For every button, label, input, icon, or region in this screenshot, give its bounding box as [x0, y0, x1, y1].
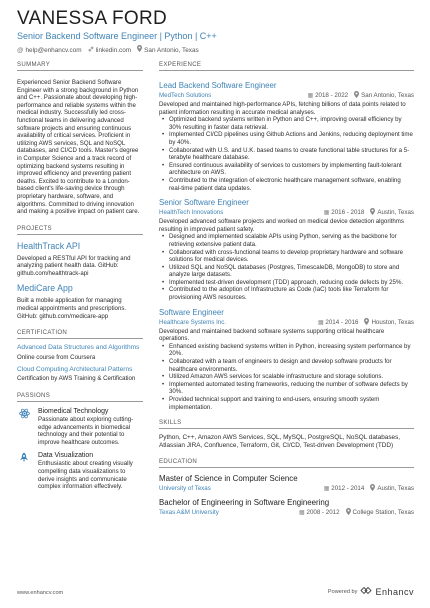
certification-title: Advanced Data Structures and Algorithms	[17, 344, 140, 352]
enhancv-logo-icon	[360, 586, 372, 597]
job-company: Healthcare Systems Inc.	[159, 318, 227, 326]
passions-heading: PASSIONS	[17, 391, 143, 402]
job-bullets	[159, 116, 414, 192]
email-contact[interactable]	[17, 46, 82, 55]
passion-title: Biomedical Technology	[38, 408, 109, 416]
project-item	[17, 283, 143, 320]
project-title: HealthTrack API	[17, 240, 81, 251]
certification-section	[17, 328, 143, 383]
map-pin-icon	[370, 208, 375, 218]
job-location-text: San Antonio, Texas	[361, 92, 414, 99]
experience-section	[159, 60, 414, 411]
passion-description: Enthusiastic about creating visually compelling data visualizations to derive insights and communicate complex information effectively.	[38, 460, 133, 491]
at-icon: @	[17, 46, 24, 54]
project-title: MediCare App	[17, 283, 73, 294]
map-pin-icon	[137, 45, 142, 55]
skills-text: Python, C++, Amazon AWS Services, SQL, MySQL, PostgreSQL, NoSQL databases, Atlassian JIRA, Confluence, Terraform, Git, CI/CD, Test-driven Development (TDD)	[159, 434, 401, 450]
job-dates-text: 2016 - 2018	[331, 209, 365, 217]
education-location-text: College Station, Texas	[352, 509, 414, 517]
job-meta-right	[308, 91, 414, 101]
job-bullet: • Ensured continuous availability of services to customers by implementing fault-tolerant architecture on AWS.	[159, 162, 414, 177]
job-bullets	[159, 233, 414, 301]
projects-heading: PROJECTS	[17, 224, 143, 235]
location-text: San Antonio, Texas	[144, 46, 199, 54]
education-location-text: Austin, Texas	[377, 485, 414, 493]
job-title: Senior Software Engineer	[159, 198, 249, 208]
project-item	[17, 241, 143, 278]
job-bullet: • Provided technical support and training to end-users, ensuring smooth system implementation.	[159, 396, 414, 411]
contact-info	[17, 45, 417, 55]
job-bullets	[159, 343, 414, 411]
education-meta-right	[299, 508, 414, 518]
calendar-icon: ▦	[323, 486, 330, 493]
job-entry	[159, 308, 414, 412]
job-bullet: • Utilized Amazon AWS services for scalable infrastructure and storage solutions.	[159, 373, 414, 381]
education-entry	[159, 474, 414, 494]
job-bullet: • Implemented automated testing frameworks, reducing the number of software defects by 30%.	[159, 381, 414, 396]
skills-heading: SKILLS	[159, 418, 414, 429]
certification-org: Certification by AWS Training & Certification	[17, 375, 136, 383]
candidate-title: Senior Backend Software Engineer | Python | C++	[17, 31, 217, 41]
certification-heading: CERTIFICATION	[17, 328, 143, 339]
job-entry	[159, 81, 414, 192]
calendar-icon: ▦	[323, 210, 330, 217]
education-section	[159, 457, 414, 518]
footer-branding	[328, 586, 414, 597]
summary-heading: SUMMARY	[17, 60, 143, 71]
project-description: Built a mobile application for managing medical appointments and prescriptions. GitHub: github.com/medicare-app	[17, 297, 127, 320]
job-meta	[159, 91, 414, 101]
passion-item	[17, 407, 143, 446]
education-location	[346, 508, 414, 518]
certification-org: Online course from Coursera	[17, 353, 96, 361]
job-bullet: • Enhanced existing backend systems written in Python, increasing system performance by 20%.	[159, 343, 414, 358]
project-description: Developed a RESTful API for tracking and analyzing patient health data. GitHub: github.com/healthtrack-api	[17, 254, 131, 277]
passion-description: Passionate about exploring cutting-edge advancements in biomedical technology and their potential to improve healthcare outcomes.	[38, 416, 134, 446]
job-bullet: • Collaborated with U.S. and U.K. based teams to create functional table structures for a 5-terabyte healthcare database.	[159, 147, 414, 162]
job-location	[364, 318, 414, 328]
job-bullet: • Optimized backend systems written in Python and C++, improving overall efficiency by 30% resulting in faster data retrieval.	[159, 116, 414, 131]
map-pin-icon	[364, 318, 369, 328]
education-meta	[159, 508, 414, 518]
education-dates-text: 2012 - 2014	[331, 485, 365, 493]
education-meta-right	[324, 484, 414, 494]
skills-section	[159, 418, 414, 450]
job-dates	[324, 208, 365, 218]
summary-section	[17, 60, 143, 216]
job-dates-text: 2018 - 2022	[315, 92, 349, 99]
degree-title: Bachelor of Engineering in Software Engineering	[159, 498, 330, 508]
job-dates-text: 2014 - 2016	[325, 318, 359, 326]
job-dates	[308, 91, 349, 101]
passion-title: Data Visualization	[38, 452, 94, 460]
job-company: MedTech Solutions	[159, 92, 212, 99]
job-bullet: • Implemented CI/CD pipelines using Github Actions and Jenkins, reducing deployment time by 40%.	[159, 131, 414, 146]
job-location-text: Houston, Texas	[371, 318, 414, 326]
degree-title: Master of Science in Computer Science	[159, 474, 298, 484]
job-bullet: • Collaborated with cross-functional teams to develop proprietary hardware and software solutions for medical devices.	[159, 249, 414, 264]
email-text: help@enhancv.com	[25, 46, 82, 54]
experience-heading: EXPERIENCE	[159, 60, 414, 71]
job-meta	[159, 318, 414, 328]
linkedin-text: linkedin.com	[95, 46, 132, 54]
certification-item	[17, 344, 143, 361]
education-heading: EDUCATION	[159, 457, 414, 468]
job-dates	[318, 318, 359, 328]
atom-icon	[17, 407, 31, 419]
map-pin-icon	[370, 484, 375, 494]
job-summary: Developed and maintained high-performance APIs, fetching billions of data points related to patient information resulting in accurate medical analyses.	[159, 101, 406, 116]
calendar-icon: ▦	[317, 319, 324, 326]
job-location-text: Austin, Texas	[377, 209, 414, 217]
job-summary: Developed and maintained backend software systems supporting critical healthcare operations.	[159, 327, 385, 343]
job-company: HealthTech Innovations	[159, 209, 224, 217]
resume-header	[17, 8, 417, 55]
job-bullet: • Contributed to the integration of electronic healthcare management software, enabling real-time patient data updates.	[159, 177, 414, 192]
certification-item	[17, 366, 143, 383]
job-meta-right	[324, 208, 414, 218]
job-bullet: • Implemented test-driven development (TDD) approach, reducing code defects by 25%.	[159, 279, 414, 287]
map-pin-icon	[354, 91, 359, 101]
job-location	[370, 208, 414, 218]
summary-text: Experienced Senior Backend Software Engineer with a strong background in Python and C++. Passionate about developing high-performance and reliable systems within the medical industry. Successfully led cross-functional teams in delivering advanced software projects and ensuring continuous availability of critical services. Proficient in utilizing AWS services, SQL and NoSQL databases, and CI/CD tools. Master's degree in Computer Science and a track record of optimizing backend systems resulting in improved efficiency and preventing patient deaths. Excited to contribute to a London-based client's life-saving device through proprietary hardware, software, and algorithms. Committed to driving innovation and making a positive impact on patient care.	[17, 79, 140, 216]
footer-url[interactable]: www.enhancv.com	[17, 590, 64, 596]
education-dates-text: 2008 - 2012	[306, 509, 340, 517]
education-dates	[299, 508, 340, 518]
job-entry	[159, 198, 414, 302]
education-meta	[159, 484, 414, 494]
map-pin-icon	[346, 508, 351, 518]
job-meta	[159, 208, 414, 218]
linkedin-contact[interactable]	[88, 46, 132, 55]
calendar-icon: ▦	[299, 510, 305, 517]
job-bullet: • Designed and implemented scalable APIs using Python, serving as the backbone for retrieving extensive patient data.	[159, 233, 414, 248]
passions-section	[17, 391, 143, 491]
job-bullet: • Contributed to the adoption of Infrastructure as Code (IaC) tools like Terraform for provisioning AWS resources.	[159, 286, 414, 301]
right-column	[159, 60, 414, 518]
projects-section	[17, 224, 143, 321]
job-title: Software Engineer	[159, 307, 224, 317]
school-name: University of Texas	[159, 485, 211, 493]
job-meta-right	[318, 318, 414, 328]
location-contact	[137, 45, 199, 55]
powered-by-text: Powered by	[327, 588, 358, 595]
education-dates	[324, 484, 365, 494]
certification-title: Cloud Computing Architectural Patterns	[17, 366, 133, 374]
job-bullet: • Collaborated with a team of engineers to design and develop software products for healthcare environments.	[159, 358, 414, 373]
passion-item	[17, 451, 143, 490]
rocket-icon	[17, 451, 31, 463]
job-summary: Developed advanced software projects and worked on medical device detection algorithms resulting in improved patient safety.	[159, 218, 404, 233]
school-name: Texas A&M University	[159, 509, 219, 517]
education-entry	[159, 498, 414, 518]
calendar-icon: ▦	[307, 93, 314, 99]
link-icon	[88, 46, 94, 55]
candidate-name: VANESSA FORD	[17, 8, 168, 29]
job-location	[354, 91, 414, 101]
brand-name: Enhancv	[375, 586, 414, 597]
left-column	[17, 60, 143, 491]
job-bullet: • Utilized SQL and NoSQL databases (Postgres, TimescaleDB, MongoDB) to store and analyze large datasets.	[159, 264, 414, 279]
education-location	[370, 484, 414, 494]
job-title: Lead Backend Software Engineer	[159, 81, 277, 90]
